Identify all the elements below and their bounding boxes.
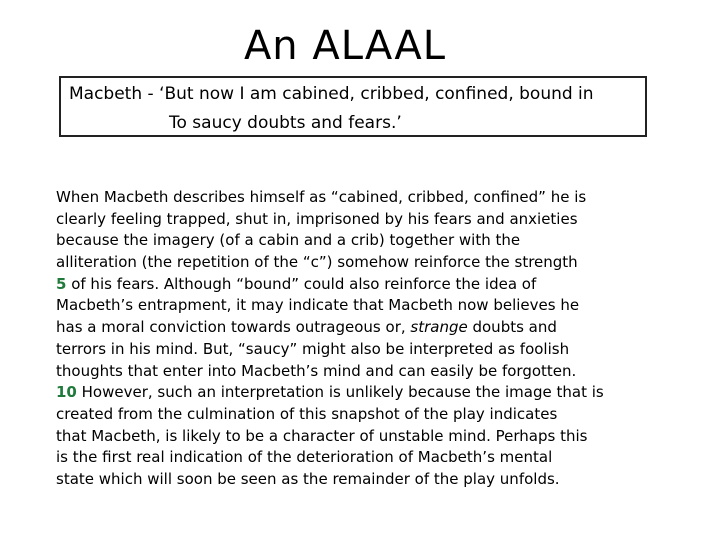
line-text: doubts and bbox=[467, 318, 557, 337]
line-text: When Macbeth describes himself as “cabined, cribbed, confined” he is bbox=[56, 188, 587, 206]
analysis-line bbox=[56, 295, 666, 317]
analysis-line bbox=[56, 209, 666, 231]
line-text: thoughts that enter into Macbeth’s mind and can easily be forgotten. bbox=[56, 361, 577, 380]
line-number: 10 bbox=[56, 383, 77, 402]
line-text: terrors in his mind. But, “saucy” might also be interpreted as foolish bbox=[56, 339, 570, 358]
analysis-line bbox=[56, 382, 666, 404]
line-text: of his fears. Although “bound” could also reinforce the idea of bbox=[66, 274, 537, 293]
analysis-line bbox=[56, 447, 666, 469]
quote-line: To saucy doubts and fears.’ bbox=[169, 113, 402, 133]
analysis-line bbox=[56, 361, 666, 383]
quote-line: Macbeth - ‘But now I am cabined, cribbed, confined, bound in bbox=[69, 84, 594, 104]
analysis-line bbox=[56, 404, 666, 426]
analysis-line bbox=[56, 426, 666, 448]
line-text: is the first real indication of the deterioration of Macbeth’s mental bbox=[56, 448, 553, 467]
analysis-line bbox=[56, 469, 666, 491]
line-text: clearly feeling trapped, shut in, imprisoned by his fears and anxieties bbox=[56, 209, 578, 228]
analysis-line bbox=[56, 252, 666, 274]
line-text: that Macbeth, is likely to be a character of unstable mind. Perhaps this bbox=[56, 426, 588, 445]
line-text: created from the culmination of this snapshot of the play indicates bbox=[56, 404, 558, 423]
line-text: Macbeth’s entrapment, it may indicate that Macbeth now believes he bbox=[56, 296, 580, 315]
line-text: state which will soon be seen as the remainder of the play unfolds. bbox=[56, 469, 560, 488]
analysis-line bbox=[56, 187, 666, 209]
analysis-line bbox=[56, 274, 666, 296]
analysis-line bbox=[56, 339, 666, 361]
quote-box bbox=[59, 76, 647, 137]
analysis-line bbox=[56, 230, 666, 252]
emphasis-word: strange bbox=[410, 318, 468, 337]
line-number: 5 bbox=[56, 274, 67, 293]
line-text: because the imagery (of a cabin and a crib) together with the bbox=[56, 231, 521, 250]
analysis-line bbox=[56, 317, 666, 339]
analysis-paragraph bbox=[56, 187, 666, 491]
line-text: has a moral conviction towards outrageous or, bbox=[56, 318, 411, 337]
slide-title: An ALAAL bbox=[243, 23, 447, 69]
line-text: However, such an interpretation is unlikely because the image that is bbox=[76, 383, 604, 402]
line-text: alliteration (the repetition of the “c”) somehow reinforce the strength bbox=[56, 253, 578, 272]
